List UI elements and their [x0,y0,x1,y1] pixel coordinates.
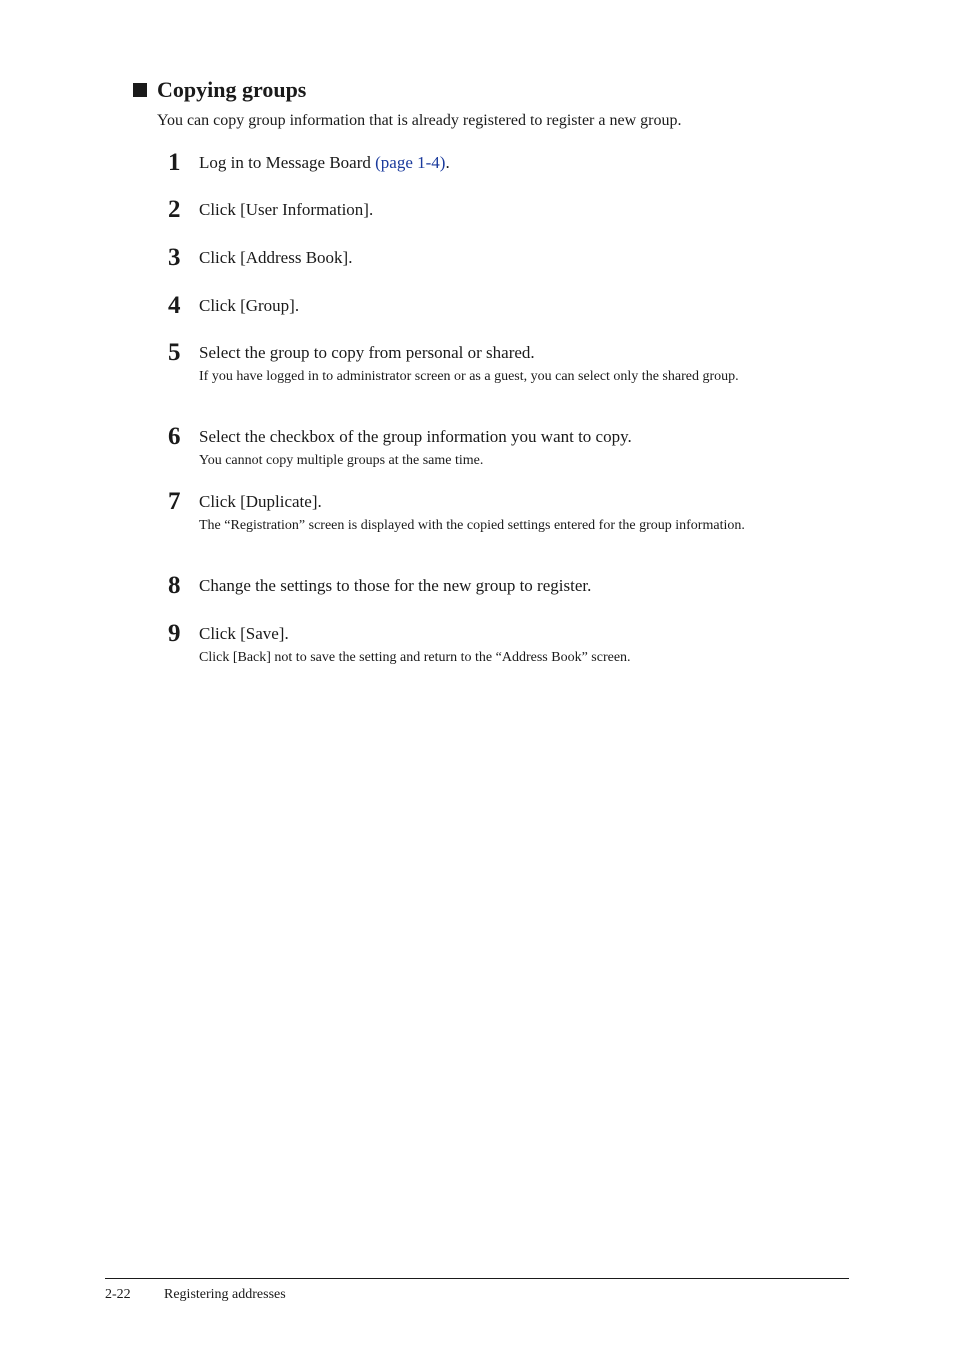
step-5 [168,339,828,387]
step-6 [168,423,828,471]
step-1 [168,149,828,176]
step-number: 6 [168,423,181,450]
section-heading [133,76,306,104]
step-note: If you have logged in to administrator screen or as a guest, you can select only the shared group. [199,369,739,384]
square-bullet-icon [133,83,147,97]
section-intro: You can copy group information that is already registered to register a new group. [157,112,682,129]
step-2 [168,196,828,223]
step-number: 9 [168,620,181,647]
step-number: 7 [168,488,181,515]
step-text: Select the group to copy from personal or shared. [199,343,535,362]
step-text: Click [Address Book]. [199,248,353,267]
step-text: Click [Duplicate]. [199,492,322,511]
step-note: Click [Back] not to save the setting and return to the “Address Book” screen. [199,650,631,665]
step-number: 1 [168,149,181,176]
step-number: 8 [168,572,181,599]
step-7 [168,488,828,536]
step-number: 5 [168,339,181,366]
step-text: Click [Save]. [199,624,289,643]
footer-divider [105,1278,849,1279]
step-3 [168,244,828,271]
step-number: 3 [168,244,181,271]
step-9 [168,620,828,668]
step-note: You cannot copy multiple groups at the same time. [199,453,484,468]
chapter-title: Registering addresses [164,1287,286,1302]
step-8 [168,572,828,599]
page-reference-link[interactable]: (page 1-4) [375,153,446,172]
step-text: Click [Group]. [199,296,300,315]
step-4 [168,292,828,319]
step-number: 2 [168,196,181,223]
step-text: Change the settings to those for the new group to register. [199,576,592,595]
step-text-end: . [445,153,450,172]
page-number: 2-22 [105,1287,131,1302]
step-text: Click [User Information]. [199,200,374,219]
page-footer [105,1286,286,1304]
step-text: Select the checkbox of the group information you want to copy. [199,427,632,446]
step-note: The “Registration” screen is displayed with the copied settings entered for the group information. [199,518,745,533]
section-title: Copying groups [157,77,307,102]
step-number: 4 [168,292,181,319]
step-text [199,152,828,174]
step-text-main: Log in to Message Board [199,153,376,172]
